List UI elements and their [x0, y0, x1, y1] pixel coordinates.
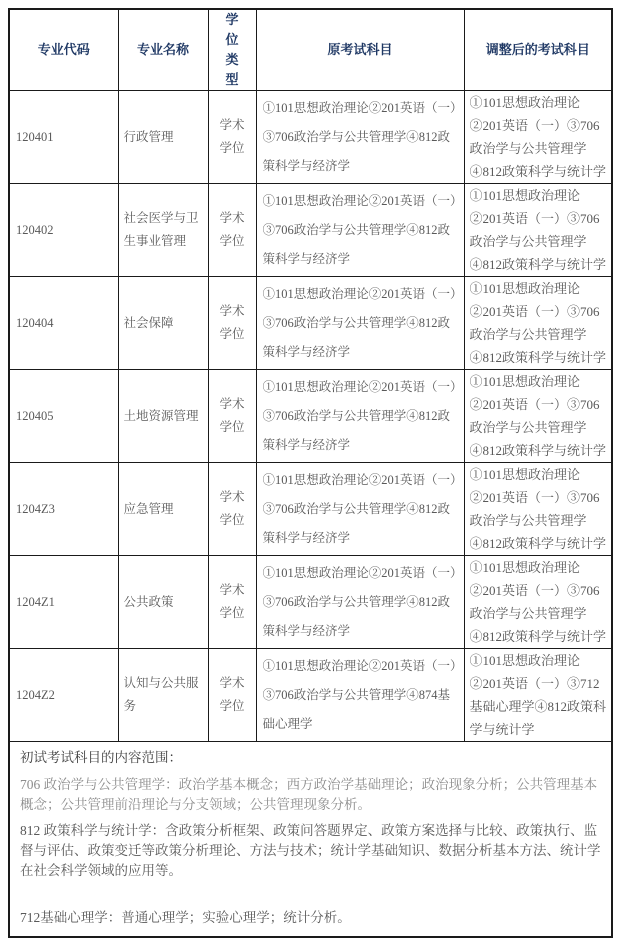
exam-subjects-table	[8, 8, 613, 938]
major-name-cell: 社会保障	[118, 277, 208, 370]
adjusted-subjects-cell: ①101思想政治理论②201英语（一）③706政治学与公共管理学④812政策科学与统计学	[464, 556, 612, 649]
notes-row	[9, 742, 612, 938]
original-subjects-cell: ①101思想政治理论②201英语（一）③706政治学与公共管理学④812政策科学与经济学	[256, 184, 464, 277]
major-code-cell: 1204Z2	[9, 649, 118, 742]
major-code-cell: 120402	[9, 184, 118, 277]
major-name-cell: 土地资源管理	[118, 370, 208, 463]
degree-type-cell: 学术学位	[208, 277, 256, 370]
table-row	[9, 370, 612, 463]
degree-type-cell: 学术学位	[208, 463, 256, 556]
adjusted-subjects-cell: ①101思想政治理论②201英语（一）③706政治学与公共管理学④812政策科学与统计学	[464, 184, 612, 277]
table-row	[9, 556, 612, 649]
table-body	[9, 91, 612, 742]
major-name-cell: 社会医学与卫生事业管理	[118, 184, 208, 277]
notes-cell	[9, 742, 612, 938]
header-degree-type: 学位类型	[208, 9, 256, 91]
adjusted-subjects-cell: ①101思想政治理论②201英语（一）③712基础心理学④812政策科学与统计学	[464, 649, 612, 742]
table-header	[9, 9, 612, 91]
note-item-712: 712基础心理学：普通心理学；实验心理学；统计分析。	[20, 910, 351, 925]
adjusted-subjects-cell: ①101思想政治理论②201英语（一）③706政治学与公共管理学④812政策科学与统计学	[464, 370, 612, 463]
degree-type-cell: 学术学位	[208, 184, 256, 277]
original-subjects-cell: ①101思想政治理论②201英语（一）③706政治学与公共管理学④812政策科学与经济学	[256, 370, 464, 463]
header-original-subjects: 原考试科目	[256, 9, 464, 91]
adjusted-subjects-cell: ①101思想政治理论②201英语（一）③706政治学与公共管理学④812政策科学与统计学	[464, 463, 612, 556]
major-code-cell: 1204Z3	[9, 463, 118, 556]
major-name-cell: 行政管理	[118, 91, 208, 184]
table-row	[9, 91, 612, 184]
adjusted-subjects-cell: ①101思想政治理论②201英语（一）③706政治学与公共管理学④812政策科学与统计学	[464, 91, 612, 184]
note-item-812: 812 政策科学与统计学：含政策分析框架、政策问答题界定、政策方案选择与比较、政策执行、监督与评估、政策变迁等政策分析理论、方法与技术；统计学基础知识、数据分析基本方法、统计学在社会科学领域的应用等。	[20, 823, 601, 878]
major-name-cell: 认知与公共服务	[118, 649, 208, 742]
table-row	[9, 277, 612, 370]
adjusted-subjects-cell: ①101思想政治理论②201英语（一）③706政治学与公共管理学④812政策科学与统计学	[464, 277, 612, 370]
major-code-cell: 1204Z1	[9, 556, 118, 649]
table-row	[9, 463, 612, 556]
original-subjects-cell: ①101思想政治理论②201英语（一）③706政治学与公共管理学④812政策科学与经济学	[256, 463, 464, 556]
note-item-706: 706 政治学与公共管理学：政治学基本概念；西方政治学基础理论；政治现象分析；公共管理基本概念；公共管理前沿理论与分支领域；公共管理现象分析。	[20, 777, 598, 812]
degree-type-cell: 学术学位	[208, 556, 256, 649]
table-row	[9, 184, 612, 277]
header-row	[9, 9, 612, 91]
table-row	[9, 649, 612, 742]
header-major-name: 专业名称	[118, 9, 208, 91]
original-subjects-cell: ①101思想政治理论②201英语（一）③706政治学与公共管理学④812政策科学与经济学	[256, 277, 464, 370]
header-adjusted-subjects: 调整后的考试科目	[464, 9, 612, 91]
major-code-cell: 120404	[9, 277, 118, 370]
degree-type-cell: 学术学位	[208, 649, 256, 742]
major-name-cell: 公共政策	[118, 556, 208, 649]
degree-type-cell: 学术学位	[208, 370, 256, 463]
major-code-cell: 120405	[9, 370, 118, 463]
degree-type-cell: 学术学位	[208, 91, 256, 184]
original-subjects-cell: ①101思想政治理论②201英语（一）③706政治学与公共管理学④874基础心理学	[256, 649, 464, 742]
table-footer	[9, 742, 612, 938]
major-code-cell: 120401	[9, 91, 118, 184]
notes-title: 初试考试科目的内容范围：	[20, 750, 182, 765]
header-major-code: 专业代码	[9, 9, 118, 91]
major-name-cell: 应急管理	[118, 463, 208, 556]
original-subjects-cell: ①101思想政治理论②201英语（一）③706政治学与公共管理学④812政策科学与经济学	[256, 556, 464, 649]
original-subjects-cell: ①101思想政治理论②201英语（一）③706政治学与公共管理学④812政策科学与经济学	[256, 91, 464, 184]
